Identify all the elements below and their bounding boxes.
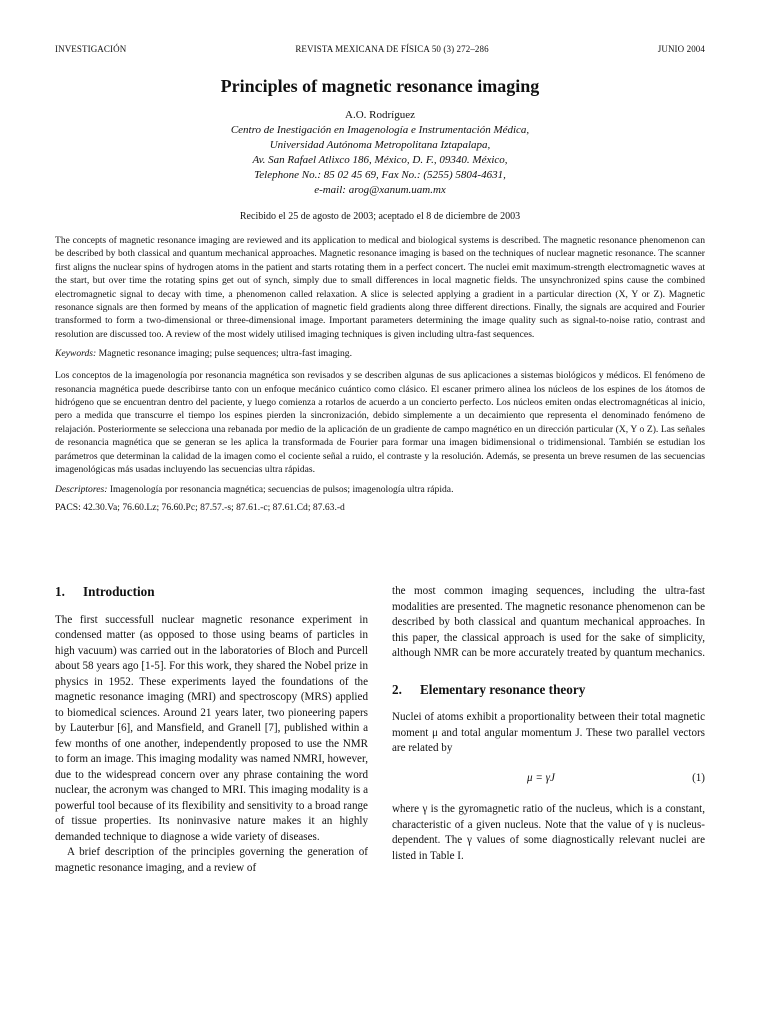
paragraph: The first successfull nuclear magnetic resonance experiment in condensed matter (as opposed to those using beams of particles in high vacuum) was carried out in the laboratories of Bloch and Purcell about 58 years ago [1-5]. For this work, they shared the Nobel prize in physics in 1952. These experiments layed the foundations of the magnetic resonance imaging (MRI) and spectroscopy (MRS) applied to biomedical sciences. Around 21 years later, two pioneering papers by Lauterbur [6], and Mansfield, and Granell [7], published within a few months of one another, independently proposed to use the NMR to form an image. This imaging modality was named NMRI, however, due to the widespread concern over any phrase containing the word nuclear, the acronym was changed to MRI. This imaging modality is a powerful tool because of its flexibility and sensitivity to a broad range of tissue properties. Its noninvasive nature makes it an highly demanded technique to diagnose a wide variety of diseases. xyxy=(55,613,368,843)
paper-title: Principles of magnetic resonance imaging xyxy=(220,76,540,96)
left-column xyxy=(55,584,368,876)
paper-front-matter xyxy=(55,44,705,513)
header-journal-citation: REVISTA MEXICANA DE FÍSICA 50 (3) 272–286 xyxy=(295,44,489,54)
descriptores-label: Descriptores: xyxy=(55,483,108,495)
keywords-label: Keywords: xyxy=(55,348,97,360)
section-heading-introduction xyxy=(55,584,368,600)
section-title: Introduction xyxy=(83,584,155,599)
paragraph: Nuclei of atoms exhibit a proportionality between their total magnetic moment μ and total angular momentum J. These two parallel vectors are related by xyxy=(392,711,705,754)
abstract-spanish: Los conceptos de la imagenología por resonancia magnética son revisados y se describen algunas de sus aplicaciones a sistemas biológicos y médicos. El fenómeno de resonancia magnética puede describirse tanto con un enfoque mecánico cuántico como clásico. El escaner primero alinea los núcleos de los espines de los átomos de hidrógeno que se encuentran dentro del paciente, y luego comienza a rotarlos de acuerdo a un concierto perfecto. Los núcleos emiten ondas electromagnéticas al inicio, pero a medida que transcurre el tiempo los espines pierden la sincronización, debido simplemente a un decaimiento que representa el denominado fenómeno de relajación. Posteriormente se selecciona una rebanada por medio de la aplicación de un gradiente de campo magnético en un dirección particular (X, Y o Z). Las señales de resonancia magnética que se generan se les aplica la transformada de Fourier para formar una imagen bidimensional o tridimensional. También se estudian los parámetros que determinan la calidad de la imagen como el cociente señal a ruido, el contraste y la resolución. Además, se presenta un breve resumen de las secuencias imagenológicas más usadas incluyendo las secuencias ultra rápidas. xyxy=(55,370,705,476)
affiliation-line: Centro de Inestigación en Imagenología e Instrumentación Médica, xyxy=(230,124,530,136)
equation-expression: μ = γJ xyxy=(527,771,555,784)
author-name: A.O. Rodríguez xyxy=(345,109,415,121)
equation-1 xyxy=(392,771,705,787)
paragraph: the most common imaging sequences, including the ultra-fast modalities are presented. The magnetic resonance phenomenon can be described by both classical and quantum mechanical approaches. In this paper, the classical approach is used for the sake of simplicity, although NMR can be more accurately treated by quantum mechanics. xyxy=(392,585,705,659)
abstract-english: The concepts of magnetic resonance imaging are reviewed and its application to medical and biological systems is described. The magnetic resonance phenomenon can be described by both classical and quantum mechanical approaches. Magnetic resonance imaging is based on the techniques of nuclear magnetic resonance. The scanner first aligns the nuclear spins of hydrogen atoms in the patient and starts rotating them in a perfect concert. The nuclei emit maximum-strength electromagnetic waves at the start, but over time the rotating spins get out of synch, simply due to small differences in local magnetic fields. The unsynchronized spins cause the combined electromagnetic signal to decay with time, a phenomenon called relaxation. A slice is selected applying a gradient in a particular direction (X, Y or Z). Magnetic resonance signals are then formed by means of the application of magnetic field gradients along three different directions. Finally, the signals are acquired and Fourier transformed to form a two-dimensional or three-dimensional image. Important parameters determining the image quality such as signal-to-noise ratio, contrast and resolution are discussed too. A review of the most widely utilised imaging techniques is given including ultra-fast sequences. xyxy=(55,235,705,340)
section-heading-resonance-theory xyxy=(392,682,705,698)
paragraph: where γ is the gyromagnetic ratio of the nucleus, which is a constant, characteristic of a given nucleus. Note that the value of γ is nucleus-dependent. The γ values of some diagnostically relevant nuclei are listed in Table I. xyxy=(392,803,705,862)
section-number: 2. xyxy=(392,681,402,697)
pacs-codes: PACS: 42.30.Va; 76.60.Lz; 76.60.Pc; 87.57.-s; 87.61.-c; 87.61.Cd; 87.63.-d xyxy=(55,501,345,513)
affiliation-line: Telephone No.: 85 02 45 69, Fax No.: (5255) 5804-4631, xyxy=(254,169,506,181)
received-accepted-dates: Recibido el 25 de agosto de 2003; aceptado el 8 de diciembre de 2003 xyxy=(239,211,521,222)
section-number: 1. xyxy=(55,584,65,599)
section-title: Elementary resonance theory xyxy=(420,681,586,697)
paragraph: A brief description of the principles governing the generation of magnetic resonance imaging, and a review of xyxy=(55,846,368,874)
running-header xyxy=(55,44,705,54)
header-section-label: INVESTIGACIÓN xyxy=(55,44,127,54)
keywords-line xyxy=(55,348,705,359)
descriptores-line xyxy=(55,484,705,495)
descriptores-text: Imagenología por resonancia magnética; secuencias de pulsos; imagenología ultra rápida. xyxy=(109,483,454,495)
keywords-text: Magnetic resonance imaging; pulse sequences; ultra-fast imaging. xyxy=(98,348,352,360)
two-column-body xyxy=(55,584,705,876)
right-column xyxy=(392,584,705,876)
affiliation-line: Av. San Rafael Atlixco 186, México, D. F., 09340. México, xyxy=(252,154,508,166)
affiliation-line: e-mail: arog@xanum.uam.mx xyxy=(314,184,446,196)
equation-number: (1) xyxy=(692,771,705,784)
header-date: JUNIO 2004 xyxy=(657,44,705,54)
affiliation-line: Universidad Autónoma Metropolitana Iztapalapa, xyxy=(269,139,491,151)
affiliation-block xyxy=(55,123,705,198)
